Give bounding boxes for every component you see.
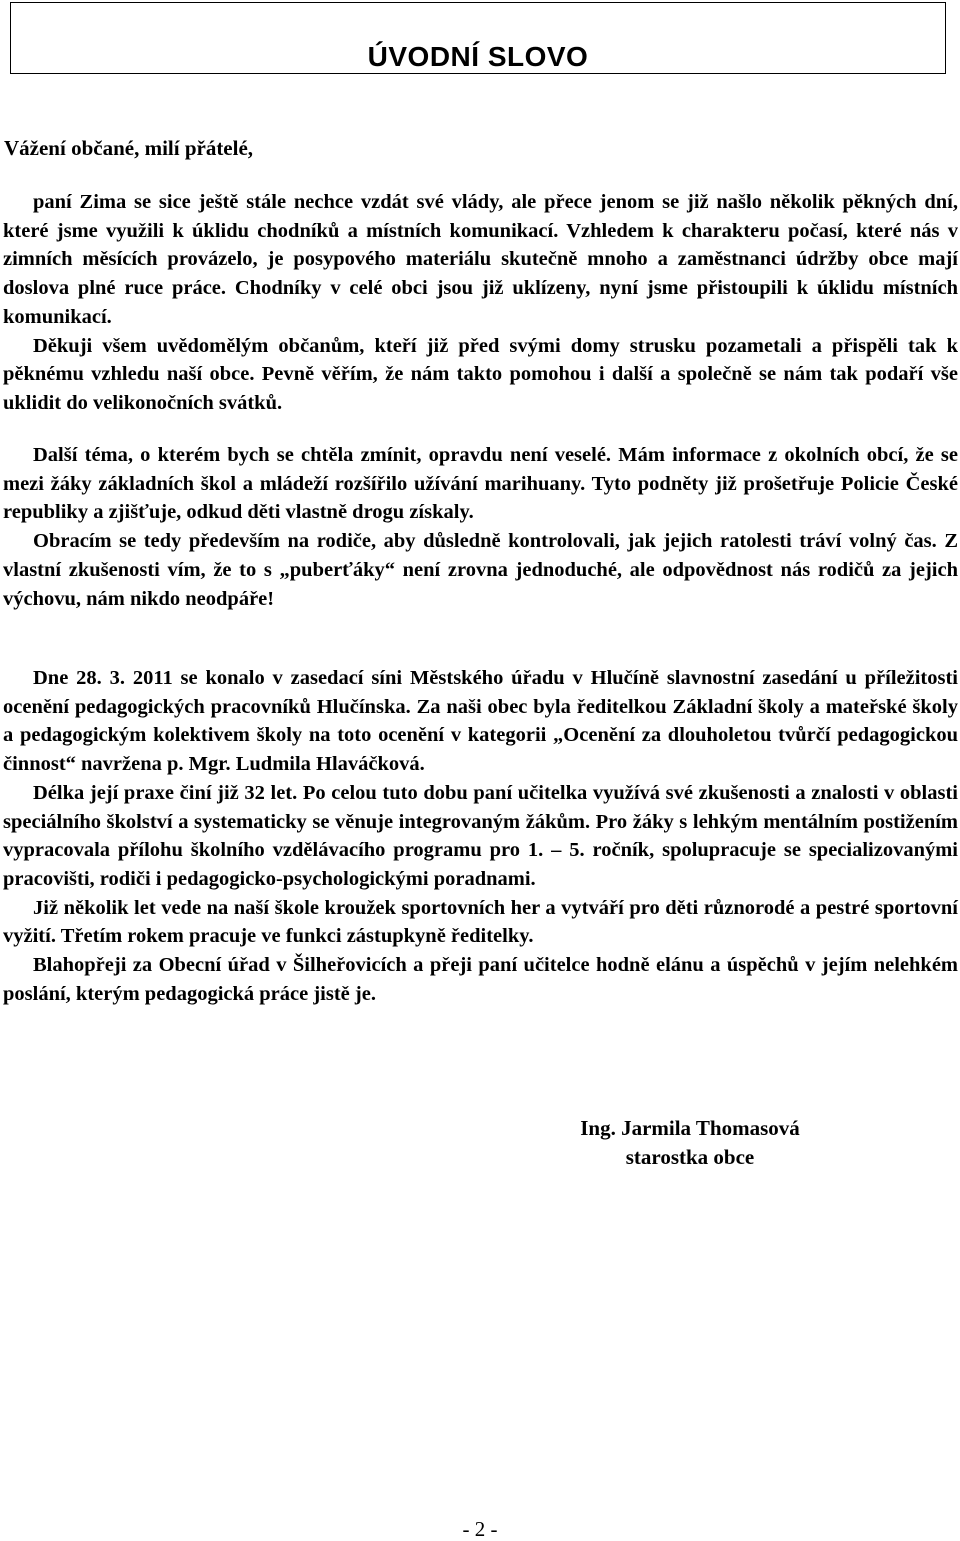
paragraph: Další téma, o kterém bych se chtěla zmínit, opravdu není veselé. Mám informace z okolních obcí, že se mezi žáky základních škol a mládeží rozšířilo užívání marihuany. Tyto podněty již prošetřuje Policie České republiky a zjišťuje, odkud děti vlastně drogu získaly.	[3, 444, 958, 524]
page-title: ÚVODNÍ SLOVO	[367, 41, 589, 72]
page-number: - 2 -	[462, 1517, 498, 1541]
article-section-cleanup	[3, 188, 958, 418]
title-box	[10, 2, 946, 74]
paragraph: Děkuji všem uvědomělým občanům, kteří již před svými domy strusku pozametali a přispěli tak k pěknému vzhledu naší obce. Pevně věřím, že nám takto pomohou i další a společně se nám tak podaří vše uklidit do velikonočních svátků.	[3, 334, 958, 414]
paragraph: paní Zima se sice ještě stále nechce vzdát své vlády, ale přece jenom se již našlo několik pěkných dní, které jsme využili k úklidu chodníků a místních komunikací. Vzhledem k charakteru počasí, které nás v zimních měsících provázelo, je posypového materiálu skutečně mnoho a zaměstnanci údržby obce mají doslova plné ruce práce. Chodníky v celé obci jsou již uklízeny, nyní jsme přistoupili k úklidu místních komunikací.	[3, 191, 958, 328]
article-section-drugs	[3, 441, 958, 613]
paragraph: Dne 28. 3. 2011 se konalo v zasedací síni Městského úřadu v Hlučíně slavnostní zasedání u příležitosti ocenění pedagogických pracovníků Hlučínska. Za naši obec byla ředitelkou Základní školy a mateřské školy a pedagogickým kolektivem školy na toto ocenění v kategorii „Ocenění za dlouholetou tvůrčí pedagogickou činnost“ navržena p. Mgr. Ludmila Hlaváčková.	[3, 667, 958, 776]
signature-name: Ing. Jarmila Thomasová	[580, 1116, 800, 1140]
paragraph: Délka její praxe činí již 32 let. Po celou tuto dobu paní učitelka využívá své zkušenosti a znalosti v oblasti speciálního školství a systematicky se věnuje integrovaným žákům. Pro žáky s lehkým mentálním postižením vypracovala přílohu školního vzdělávacího programu pro 1. – 5. ročník, spolupracuje se specializovanými pracovišti, rodiči i pedagogicko-psychologickými poradnami.	[3, 781, 958, 890]
paragraph: Již několik let vede na naší škole kroužek sportovních her a vytváří pro děti různorodé a pestré sportovní vyžití. Třetím rokem pracuje ve funkci zástupkyně ředitelky.	[3, 896, 958, 948]
signature-role: starostka obce	[625, 1145, 755, 1169]
paragraph: Blahopřeji za Obecní úřad v Šilheřovicích a přeji paní učitelce hodně elánu a úspěchů v jejím nelehkém poslání, kterým pedagogická práce jistě je.	[3, 954, 958, 1005]
salutation: Vážení občané, milí přátelé,	[4, 136, 254, 160]
paragraph: Obracím se tedy především na rodiče, aby důsledně kontrolovali, jak jejich ratolesti tráví volný čas. Z vlastní zkušenosti vím, že to s „puberťáky“ není zrovna jednoduché, ale odpovědnost nás rodičů za jejich výchovu, nám nikdo neodpáře!	[3, 530, 958, 610]
signature-block	[540, 1114, 840, 1172]
article-section-award	[3, 664, 958, 1008]
